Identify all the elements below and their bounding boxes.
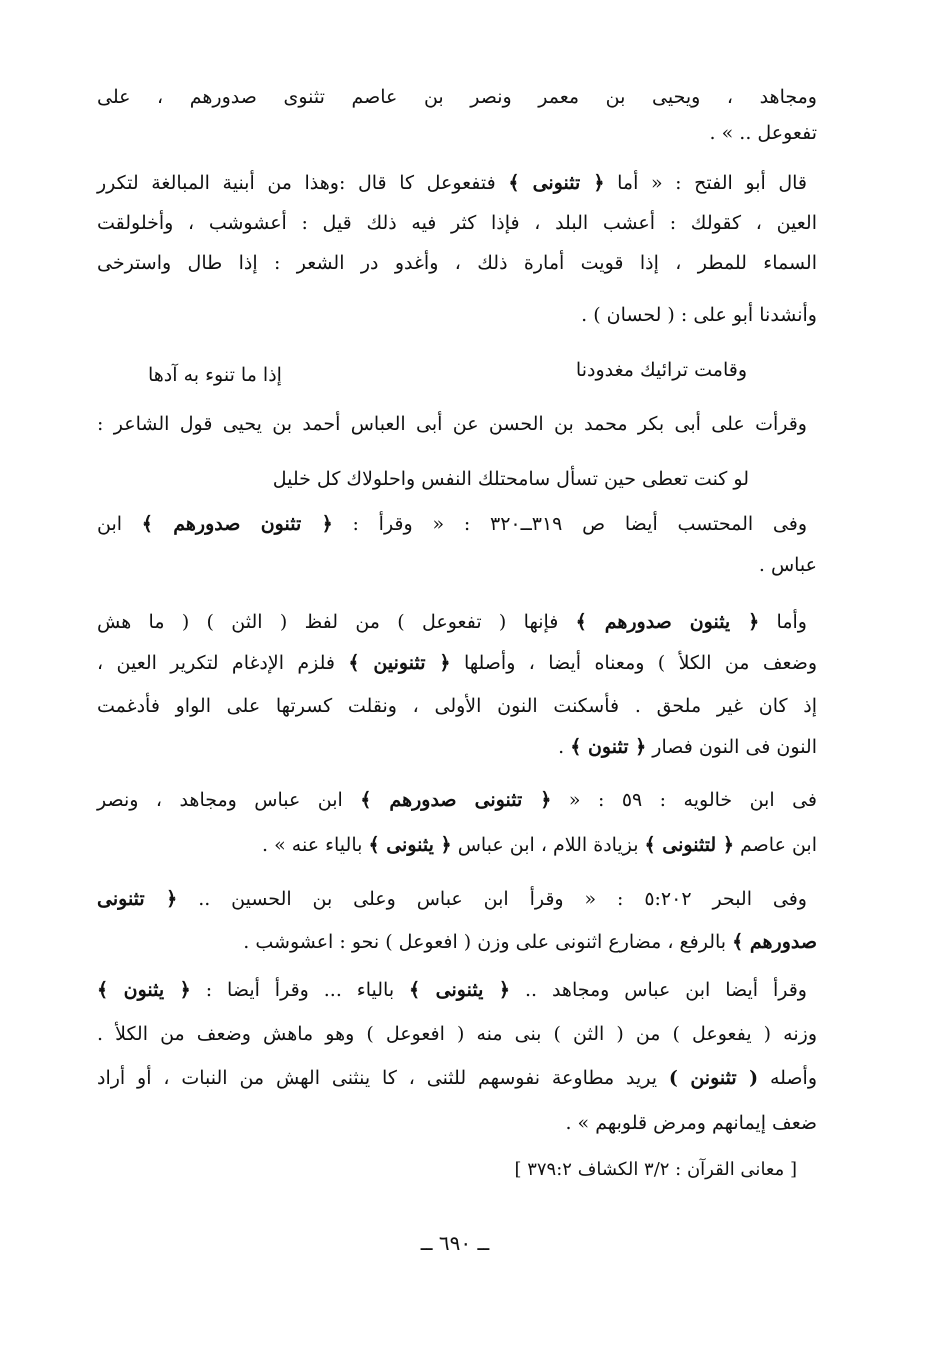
footnote-reference: [ معانى القرآن : ٣/٢ الكشاف ٣٧٩:٢ ] xyxy=(514,1159,797,1180)
text-line xyxy=(97,203,817,243)
text-run: إذ كان غير ملحق . فأسكنت النون الأولى ، ونقلت كسرتها على الواو فأدغمت xyxy=(97,695,817,717)
text-line xyxy=(97,970,807,1010)
quran-quote: ﴿ تثنونى xyxy=(97,888,178,910)
text-run: ضعف إيمانهم ومرض قلوبهم » . xyxy=(565,1112,817,1134)
text-line xyxy=(97,727,817,767)
text-run: العين ، كقولك : أعشب البلد ، فإذا كثر فيه ذلك قيل : أعشوشب ، وأخلولقت xyxy=(97,212,817,234)
text-line xyxy=(97,295,817,335)
text-run: فتفعوعل كا قال :وهذا من أبنية المبالغة لتكرر xyxy=(97,172,509,194)
verse-first-hemistich: وقامت ترائيك مغدودنا xyxy=(575,359,747,381)
text-run: وقرأت على أبى بكر محمد بن الحسن عن أبى العباس أحمد بن يحيى قول الشاعر : xyxy=(97,413,807,435)
text-line xyxy=(97,643,817,683)
text-run: بالرفع ، مضارع اثنونى على وزن ( افعوعل ) نحو : اعشوشب . xyxy=(243,931,733,953)
text-line xyxy=(97,686,817,726)
text-line xyxy=(97,243,817,283)
text-run: تفعوعل .. » . xyxy=(709,122,817,144)
text-run: وفى البحر ٥:٢٠٢ : « وقرأ ابن عباس وعلى بن الحسين .. xyxy=(177,888,807,910)
text-run: وأصله xyxy=(758,1067,818,1089)
text-line xyxy=(97,113,817,153)
quran-quote: ﴿ يثنونى ﴾ xyxy=(409,979,511,1001)
text-line xyxy=(97,77,817,117)
quran-quote: ﴿ تثنونى ﴾ xyxy=(508,172,605,194)
page-number: ــ ٦٩٠ ــ xyxy=(420,1231,490,1255)
quran-quote: ﴿ تثنونين ﴾ xyxy=(348,652,451,674)
verse-line: لو كنت تعطى حين تسأل سامحتلك النفس واحلولاك كل خليل xyxy=(272,468,749,490)
quran-quote: ﴿ تثنون ﴾ xyxy=(570,736,647,758)
quran-quote: ﴿ تثنون صدورهم ﴾ xyxy=(141,513,333,535)
text-run: . xyxy=(558,736,571,758)
text-line xyxy=(97,163,807,203)
text-run: فى ابن خالويه : ٥٩ : « xyxy=(551,789,817,811)
quran-quote: ﴿ تثنونى صدورهم ﴾ xyxy=(360,789,552,811)
text-line xyxy=(97,780,817,820)
text-run: ابن عباس ومجاهد ، ونصر xyxy=(97,789,361,811)
text-run: وضعف من الكلأ ) ومعناه أيضا ، وأصلها xyxy=(450,652,817,674)
verse-second-hemistich: إذا ما تنوء به آدها xyxy=(148,364,282,386)
text-run: فلزم الإدغام لتكرير العين ، xyxy=(97,652,349,674)
text-run: ابن xyxy=(97,513,142,535)
text-run: وقرأ أيضا ابن عباس ومجاهد .. xyxy=(510,979,807,1001)
text-line xyxy=(97,545,817,585)
text-run: وزنه ( يفعوعل ) من ( الثن ) بنى منه ( افعوعل ) وهو ماهش وضعف من الكلأ . xyxy=(97,1023,817,1045)
text-line xyxy=(97,1014,817,1054)
quran-quote: ﴿ يثنون ﴾ xyxy=(97,979,191,1001)
quran-quote: ﴿ يثنون صدورهم ﴾ xyxy=(575,611,760,633)
text-run: وأما xyxy=(759,611,807,633)
text-run: ابن عاصم xyxy=(733,834,817,856)
text-line xyxy=(97,404,807,444)
text-run: النون فى النون فصار xyxy=(646,736,817,758)
text-run: وأنشدنا أبو على : ( لحسان ) . xyxy=(581,304,817,326)
text-line xyxy=(97,825,817,865)
text-run: السماء للمطر ، إذا قويت أمارة ذلك ، وأغدو در الشعر : إذا طال واسترخى xyxy=(97,252,817,274)
text-run: بالياء ... وقرأ أيضا : xyxy=(190,979,410,1001)
text-run: فإنها ( تفعوعل ) من لفظ ( الثن ) ( ما هش xyxy=(97,611,576,633)
text-line xyxy=(97,879,807,919)
text-run: وفى المحتسب أيضا ص ٣١٩ــ٣٢٠ : « وقرأ : xyxy=(332,513,807,535)
text-line xyxy=(97,504,807,544)
text-line xyxy=(97,602,807,642)
text-line xyxy=(97,922,817,962)
quran-quote: صدورهم ﴾ xyxy=(732,931,817,953)
quran-quote: ﴿ يثنونى ﴾ xyxy=(368,834,452,856)
text-run: يريد مطاوعة نفوسهم للثنى ، كا ينثنى الهش من النبات ، أو أراد xyxy=(97,1067,669,1089)
text-run: بالياء عنه » . xyxy=(262,834,369,856)
text-run: بزيادة اللام ، ابن عباس xyxy=(451,834,645,856)
text-run: قال أبو الفتح : « أما xyxy=(604,172,808,194)
quran-quote: ﴿ لتثنونى ﴾ xyxy=(644,834,734,856)
text-line xyxy=(97,1103,817,1143)
text-line xyxy=(97,1058,817,1098)
text-run: عباس . xyxy=(758,554,817,576)
text-run: ومجاهد ، ويحيى بن معمر ونصر بن عاصم تثنوى صدورهم ، على xyxy=(97,86,817,108)
bold-term: ( تثنونن ) xyxy=(668,1067,759,1089)
